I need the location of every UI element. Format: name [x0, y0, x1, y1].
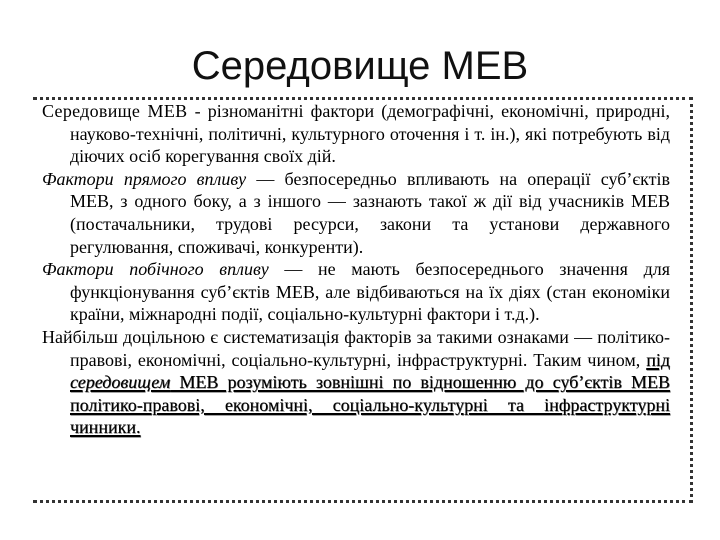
- paragraph-direct-factors: [42, 168, 670, 258]
- systematization-text: Найбільш доцільною є систематизація факторів за такими ознаками — політико-правові, економічні, соціально-культурні, інфраструктурні. Таким чином,: [42, 326, 670, 370]
- paragraph-environment: [42, 100, 670, 168]
- definition-indirect-factors: — не мають безпосереднього значення для функціонування суб’єктів МЕВ, але відбиваються на їх діях (стан економіки країни, міжнародні події, соціально-культурні фактори і т.д.).: [70, 259, 670, 325]
- term-direct-factors: Фактори прямого впливу: [42, 168, 247, 189]
- definition-direct-factors: — безпосередньо впливають на операції суб’єктів МЕВ, з одного боку, а з іншого — зазнають такої ж дії від учасників МЕВ (постачальники, трудові ресурси, закони та установи державного регулювання, споживачі, конкуренти).: [70, 168, 670, 257]
- underlined-pid: під: [646, 349, 670, 370]
- underlined-conclusion: МЕВ розуміють зовнішні по відношенню до суб’єктів МЕВ політико-правові, економічні, соціально-культурні та інфраструктурні чинники.: [70, 372, 670, 438]
- underlined-seredovyshchem: середовищем: [70, 372, 171, 393]
- term-indirect-factors: Фактори побічного впливу: [42, 259, 269, 280]
- paragraph-systematization: [42, 326, 670, 439]
- paragraph-indirect-factors: [42, 258, 670, 326]
- slide-title: Середовище МЕВ: [191, 44, 529, 88]
- term-environment: Середовище МЕВ: [42, 101, 188, 121]
- slide-body: [42, 100, 670, 439]
- definition-environment: - різноманітні фактори (демографічні, економічні, природні, науково-технічні, політичні, культурного оточення і т. ін.), які потребують від діючих осіб корегування своїх дій.: [70, 101, 670, 167]
